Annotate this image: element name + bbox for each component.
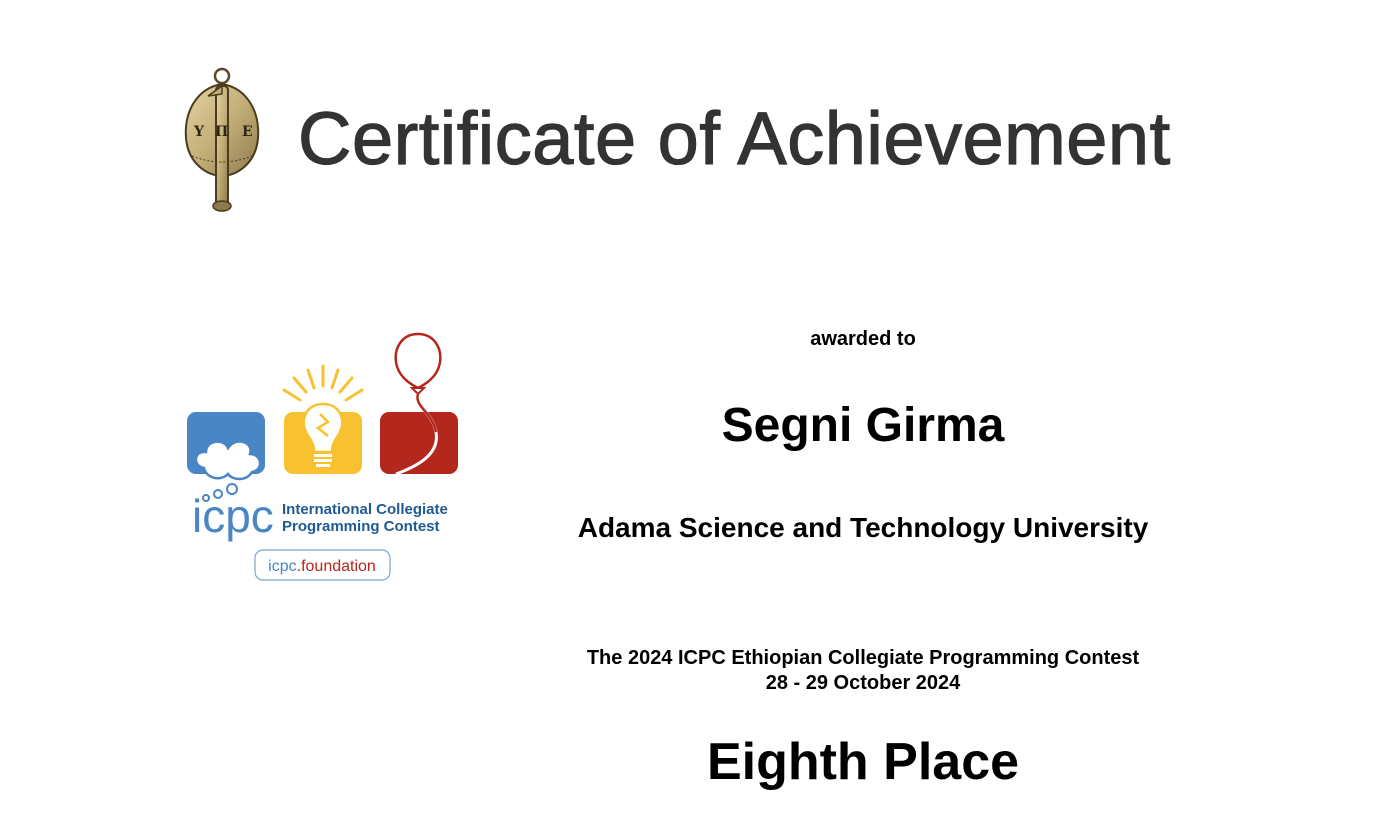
upe-seal-logo [178,64,266,214]
contest-dates: 28 - 29 October 2024 [765,672,961,694]
light-rays-icon [284,366,362,400]
logo-line1: International Collegiate [282,501,448,518]
icpc-logo [182,328,466,588]
contest-name: The 2024 ICPC Ethiopian Collegiate Programming Contest [586,647,1140,669]
balloon-icon [396,334,441,388]
contest-info [563,646,1163,696]
seal-letter-upsilon: Υ [194,124,204,140]
university-name: Adama Science and Technology University [577,512,1149,543]
award-place: Eighth Place [706,733,1020,791]
seal-letter-pi: Π [215,124,229,140]
awarded-to-label: awarded to [810,328,916,350]
certificate-title: Certificate of Achievement [298,97,1171,180]
seal-letter-epsilon: Ε [242,124,253,140]
icpc-wordmark: icpc [192,490,274,542]
recipient-name: Segni Girma [721,399,1005,452]
logo-line2: Programming Contest [282,518,440,535]
foundation-label: icpc.foundation [268,558,376,575]
